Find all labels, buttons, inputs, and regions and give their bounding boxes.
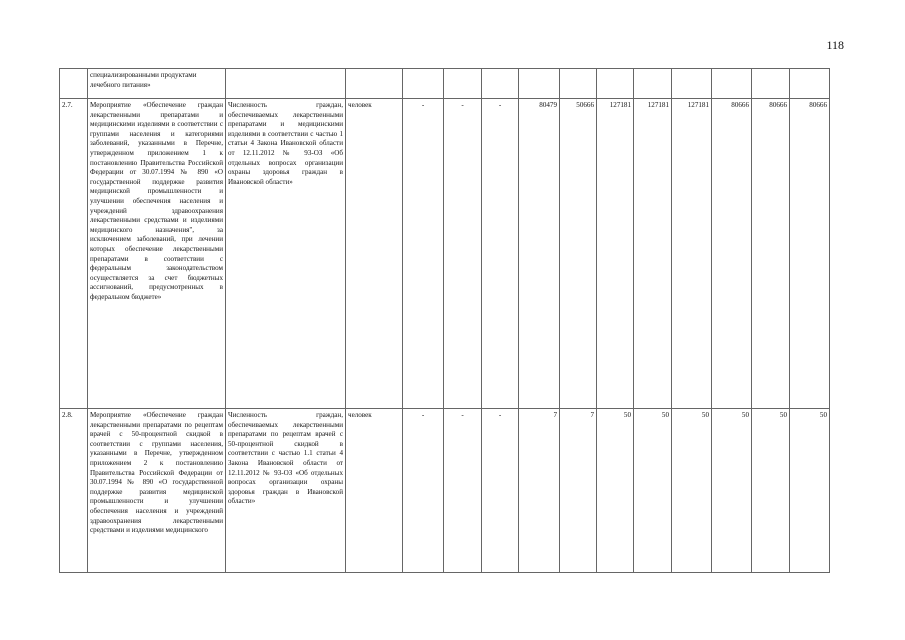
value-cell: 80666 <box>712 99 752 409</box>
indicator-cell <box>226 69 346 99</box>
value-cell: 7 <box>519 409 560 573</box>
value-cell: 127181 <box>597 99 634 409</box>
event-cell: специализированными продуктами лечебного питания» <box>88 69 226 99</box>
table-row <box>60 99 830 409</box>
value-cell <box>560 69 597 99</box>
row-number: 2.8. <box>60 409 88 573</box>
value-cell: 80666 <box>790 99 830 409</box>
row-number <box>60 69 88 99</box>
unit-cell: человек <box>346 99 403 409</box>
value-cell <box>403 69 444 99</box>
value-cell: 50 <box>752 409 790 573</box>
value-cell <box>712 69 752 99</box>
value-cell <box>634 69 672 99</box>
unit-cell <box>346 69 403 99</box>
value-cell: - <box>444 99 482 409</box>
value-cell: 127181 <box>634 99 672 409</box>
indicators-table <box>59 68 830 573</box>
event-cell: Мероприятие «Обеспечение граждан лекарственными препаратами по рецептам врачей с 50-процентной скидкой в соответствии с группами населения, указанными в Перечне, утвержденном приложением 2 к постановлению Правительства Российской Федерации от 30.07.1994 № 890 «О государственной поддержке развития медицинской промышленности и улучшении обеспечения населения и учреждений здравоохранения лекарственными средствами и изделиями медицинского <box>88 409 226 573</box>
page-number: 118 <box>826 38 844 52</box>
value-cell: 7 <box>560 409 597 573</box>
row-number: 2.7. <box>60 99 88 409</box>
value-cell: - <box>403 99 444 409</box>
value-cell: - <box>444 409 482 573</box>
value-cell: 127181 <box>672 99 712 409</box>
indicator-cell: Численность граждан, обеспечиваемых лекарственными препаратами и медицинскими изделиями в соответствии с частью 1 статьи 4 Закона Ивановской области от 12.11.2012 № 93-ОЗ «Об отдельных вопросах организации охраны здоровья граждан в Ивановской области» <box>226 99 346 409</box>
value-cell <box>752 69 790 99</box>
table-row <box>60 69 830 99</box>
value-cell <box>482 69 519 99</box>
value-cell: 80666 <box>752 99 790 409</box>
value-cell: - <box>482 409 519 573</box>
value-cell: - <box>482 99 519 409</box>
value-cell: 50 <box>634 409 672 573</box>
event-cell: Мероприятие «Обеспечение граждан лекарственными препаратами и медицинскими изделиями в соответствии с группами населения и категориями заболеваний, указанными в Перечне, утвержденном приложением 1 к постановлению Правительства Российской Федерации от 30.07.1994 № 890 «О государственной поддержке развития медицинской промышленности и улучшении обеспечения населения и учреждений здравоохранения лекарственными средствами и изделиями медицинского назначения", за исключением заболеваний, при лечении которых обеспечение лекарственными препаратами в соответствии с федеральным законодательством осуществляется за счет бюджетных ассигнований, предусмотренных в федеральном бюджете» <box>88 99 226 409</box>
value-cell: 50666 <box>560 99 597 409</box>
value-cell <box>444 69 482 99</box>
value-cell <box>672 69 712 99</box>
unit-cell: человек <box>346 409 403 573</box>
value-cell: 80479 <box>519 99 560 409</box>
value-cell: - <box>403 409 444 573</box>
table-row <box>60 409 830 573</box>
value-cell: 50 <box>712 409 752 573</box>
value-cell: 50 <box>597 409 634 573</box>
value-cell <box>790 69 830 99</box>
value-cell <box>519 69 560 99</box>
value-cell: 50 <box>672 409 712 573</box>
indicator-cell: Численность граждан, обеспечиваемых лекарственными препаратами по рецептам врачей с 50-процентной скидкой в соответствии с частью 1.1 статьи 4 Закона Ивановской области от 12.11.2012 № 93-ОЗ «Об отдельных вопросах организации охраны здоровья граждан в Ивановской области» <box>226 409 346 573</box>
value-cell <box>597 69 634 99</box>
value-cell: 50 <box>790 409 830 573</box>
